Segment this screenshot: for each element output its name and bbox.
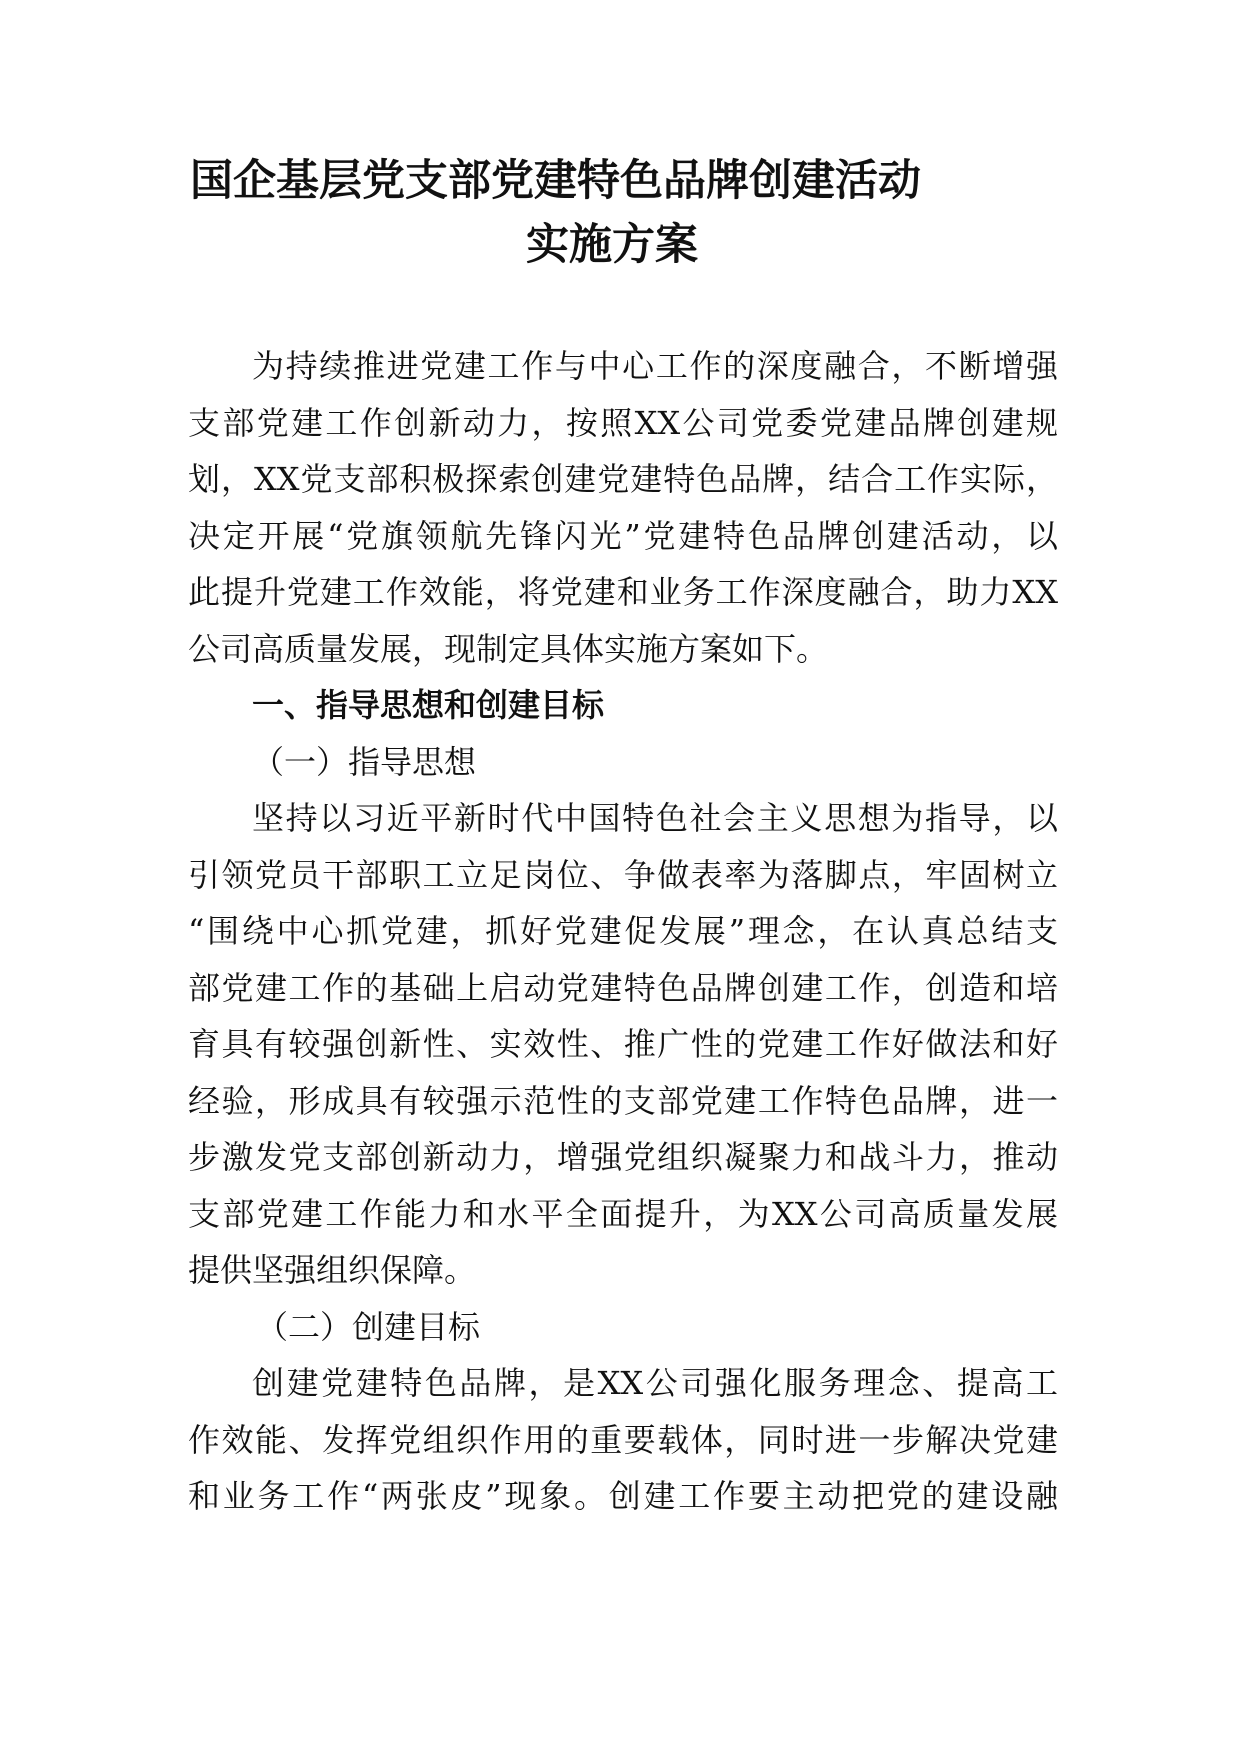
intro-line: 公司高质量发展，现制定具体实施方案如下。: [188, 629, 829, 668]
document-body: [188, 338, 1058, 1525]
intro-line: 划，XX党支部积极探索创建党建特色品牌，结合工作实际，: [188, 460, 1058, 498]
paragraph-line: 部党建工作的基础上启动党建特色品牌创建工作，创造和培: [188, 968, 1058, 1007]
paragraph-line: 经验，形成具有较强示范性的支部党建工作特色品牌，进一: [188, 1081, 1058, 1120]
paragraph-line: 提供坚强组织保障。: [188, 1251, 477, 1289]
paragraph-line: 和业务工作“两张皮”现象。创建工作要主动把党的建设融: [188, 1477, 1058, 1515]
intro-line: 决定开展“党旗领航先锋闪光”党建特色品牌创建活动，以: [188, 516, 1058, 555]
intro-paragraph: [188, 338, 1058, 677]
subsection-heading: （二）创建目标: [256, 1307, 481, 1346]
section-heading: 一、指导思想和创建目标: [252, 686, 605, 724]
document-title-line-2: 实施方案: [526, 220, 698, 270]
subsection-heading: （一）指导思想: [252, 742, 477, 781]
paragraph-line: 坚持以习近平新时代中国特色社会主义思想为指导，以: [252, 799, 1058, 837]
paragraph-line: “围绕中心抓党建，抓好党建促发展”理念，在认真总结支: [188, 912, 1058, 950]
intro-line: 为持续推进党建工作与中心工作的深度融合，不断增强: [252, 347, 1058, 385]
intro-line: 此提升党建工作效能，将党建和业务工作深度融合，助力XX: [188, 573, 1058, 611]
document-title-line-1: 国企基层党支部党建特色品牌创建活动: [190, 156, 921, 206]
paragraph-line: 育具有较强创新性、实效性、推广性的党建工作好做法和好: [188, 1025, 1058, 1063]
intro-line: 支部党建工作创新动力，按照XX公司党委党建品牌创建规: [188, 403, 1058, 442]
paragraph-line: 支部党建工作能力和水平全面提升，为XX公司高质量发展: [188, 1194, 1058, 1233]
creation-goal-paragraph: [188, 1355, 1058, 1525]
paragraph-line: 引领党员干部职工立足岗位、争做表率为落脚点，牢固树立: [188, 855, 1058, 894]
paragraph-line: 步激发党支部创新动力，增强党组织凝聚力和战斗力，推动: [188, 1138, 1058, 1176]
paragraph-line: 作效能、发挥党组织作用的重要载体，同时进一步解决党建: [188, 1420, 1058, 1459]
guiding-ideology-paragraph: [188, 790, 1058, 1299]
paragraph-line: 创建党建特色品牌，是XX公司强化服务理念、提高工: [252, 1364, 1058, 1402]
